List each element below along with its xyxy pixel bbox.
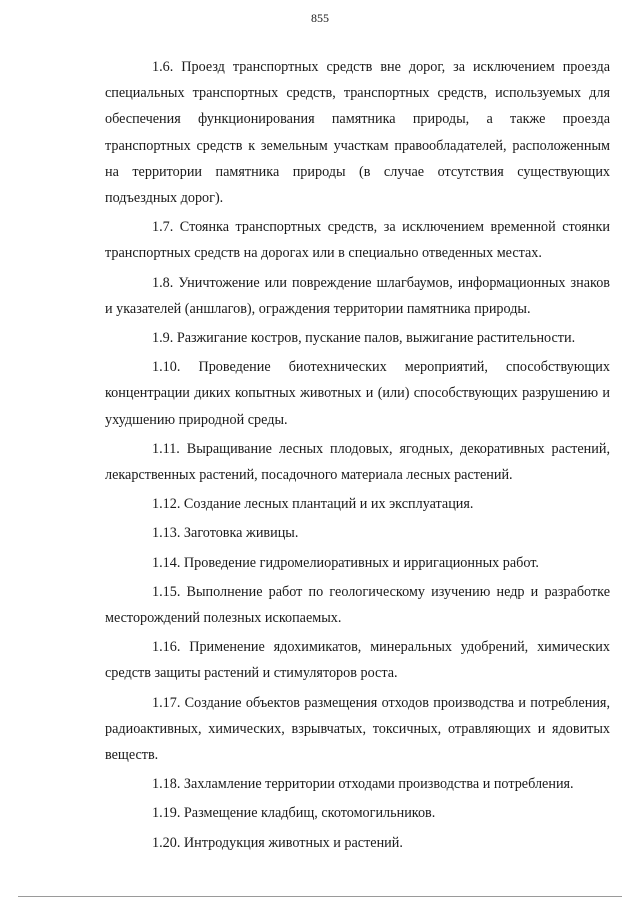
paragraph-1-9: 1.9. Разжигание костров, пускание палов, выжигание растительности. bbox=[152, 330, 576, 347]
paragraph-1-15: 1.15. Выполнение работ по геологическому изучению недр и разработке месторождений полезных ископаемых. bbox=[105, 583, 610, 627]
paragraph-1-10: 1.10. Проведение биотехнических мероприятий, способствующих концентрации диких копытных животных и (или) способствующих разрушению и ухудшению природной среды. bbox=[105, 359, 610, 428]
document-body bbox=[105, 54, 610, 859]
paragraph-1-18: 1.18. Захламление территории отходами производства и потребления. bbox=[152, 776, 574, 793]
paragraph-1-16: 1.16. Применение ядохимикатов, минеральных удобрений, химических средств защиты растений и стимуляторов роста. bbox=[105, 639, 610, 682]
paragraph-1-7: 1.7. Стоянка транспортных средств, за исключением временной стоянки транспортных средств на дорогах или в специально отведенных местах. bbox=[105, 219, 610, 262]
paragraph-1-13: 1.13. Заготовка живицы. bbox=[152, 525, 299, 542]
bottom-rule bbox=[18, 896, 622, 897]
paragraph-1-20: 1.20. Интродукция животных и растений. bbox=[152, 834, 403, 851]
paragraph-1-6: 1.6. Проезд транспортных средств вне дорог, за исключением проезда специальных транспортных средств, транспортных средств, используемых для обеспечения функционирования памятника природы, а также проезда транспортных средств к земельным участкам правообладателей, расположенным на территории памятника природы (в случае отсутствия существующих подъездных дорог). bbox=[105, 59, 610, 207]
paragraph-1-8: 1.8. Уничтожение или повреждение шлагбаумов, информационных знаков и указателей (аншлагов), ограждения территории памятника природы. bbox=[105, 274, 610, 317]
page-number: 855 bbox=[311, 11, 329, 25]
paragraph-1-17: 1.17. Создание объектов размещения отходов производства и потребления, радиоактивных, химических, взрывчатых, токсичных, отравляющих и ядовитых веществ. bbox=[105, 694, 610, 764]
paragraph-1-11: 1.11. Выращивание лесных плодовых, ягодных, декоративных растений, лекарственных растений, посадочного материала лесных растений. bbox=[105, 440, 610, 484]
paragraph-1-14: 1.14. Проведение гидромелиоративных и ирригационных работ. bbox=[152, 554, 539, 571]
paragraph-1-12: 1.12. Создание лесных плантаций и их эксплуатация. bbox=[152, 496, 474, 513]
paragraph-1-19: 1.19. Размещение кладбищ, скотомогильников. bbox=[152, 805, 436, 822]
